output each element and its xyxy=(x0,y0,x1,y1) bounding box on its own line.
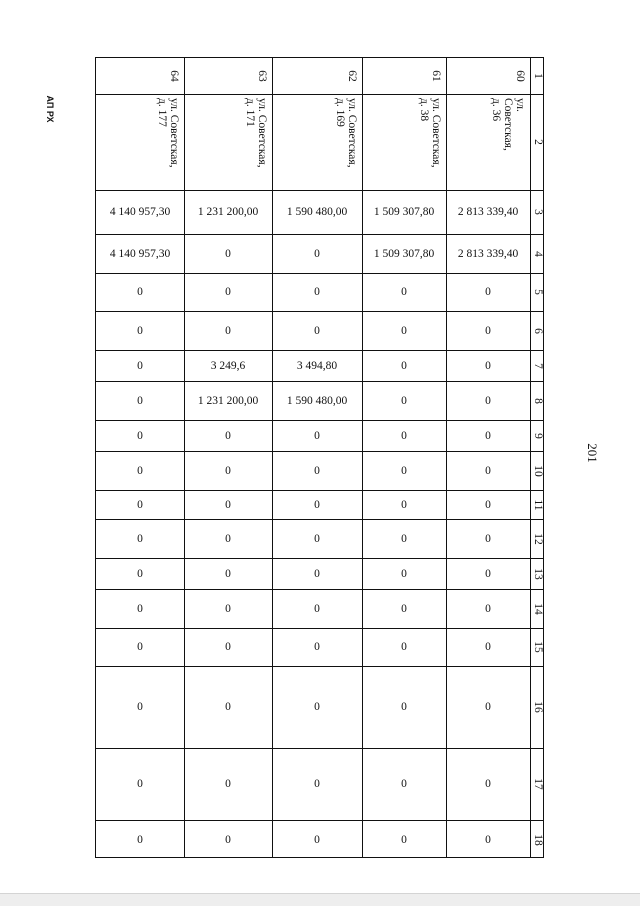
address-house: д. 171 xyxy=(244,98,256,127)
address-street: ул. Советская, xyxy=(256,98,268,168)
page-number: 201 xyxy=(585,443,600,463)
value-cell: 0 xyxy=(401,498,407,511)
value-cell: 0 xyxy=(137,286,143,298)
value-cell: 0 xyxy=(485,464,491,477)
value-cell: 0 xyxy=(314,464,320,477)
row-number: 60 xyxy=(514,70,526,82)
value-cell: 0 xyxy=(401,464,407,477)
value-cell: 3 494,80 xyxy=(296,359,338,372)
value-cell: 0 xyxy=(485,641,491,653)
value-cell: 0 xyxy=(137,567,143,580)
address-house: д. 38 xyxy=(418,98,430,122)
value-cell: 0 xyxy=(314,286,320,298)
value-cell: 1 509 307,80 xyxy=(373,247,435,260)
value-cell: 0 xyxy=(225,286,231,298)
value-cell: 0 xyxy=(137,498,143,511)
value-cell: 0 xyxy=(314,833,320,846)
column-number: 11 xyxy=(531,498,544,511)
value-cell: 0 xyxy=(225,247,231,260)
value-cell: 0 xyxy=(225,641,231,653)
value-cell: 0 xyxy=(137,701,143,713)
address-cell xyxy=(334,98,358,168)
value-cell: 4 140 957,30 xyxy=(109,206,171,218)
row-number: 62 xyxy=(346,70,358,82)
value-cell: 0 xyxy=(137,464,143,477)
value-cell: 0 xyxy=(401,778,407,790)
address-cell xyxy=(156,98,180,168)
column-number: 2 xyxy=(531,139,544,145)
column-number: 1 xyxy=(531,73,544,79)
value-cell: 2 813 339,40 xyxy=(457,247,519,260)
column-number: 13 xyxy=(531,567,544,580)
address-street: ул. Советская, xyxy=(430,98,442,168)
value-cell: 0 xyxy=(401,641,407,653)
value-cell: 0 xyxy=(225,324,231,337)
address-street: ул. Советская, xyxy=(168,98,180,168)
column-number: 14 xyxy=(531,602,544,615)
value-cell: 0 xyxy=(485,778,491,790)
value-cell: 0 xyxy=(485,324,491,337)
value-cell: 0 xyxy=(137,532,143,545)
value-cell: 0 xyxy=(401,429,407,442)
value-cell: 1 590 480,00 xyxy=(286,394,348,407)
value-cell: 0 xyxy=(314,498,320,511)
value-cell: 0 xyxy=(314,247,320,260)
page-footer-band xyxy=(0,893,640,906)
value-cell: 0 xyxy=(485,429,491,442)
value-cell: 1 590 480,00 xyxy=(286,206,348,218)
column-number: 7 xyxy=(531,362,544,369)
column-number: 3 xyxy=(531,209,544,215)
value-cell: 0 xyxy=(137,641,143,653)
value-cell: 0 xyxy=(225,498,231,511)
value-cell: 0 xyxy=(314,324,320,337)
value-cell: 0 xyxy=(401,359,407,372)
value-cell: 0 xyxy=(225,833,231,846)
row-number: 61 xyxy=(430,70,442,82)
value-cell: 0 xyxy=(485,532,491,545)
address-house: д. 177 xyxy=(156,98,168,127)
column-number: 5 xyxy=(531,289,544,295)
value-cell: 0 xyxy=(401,567,407,580)
value-cell: 0 xyxy=(137,359,143,372)
value-cell: 0 xyxy=(401,602,407,615)
value-cell: 0 xyxy=(401,701,407,713)
address-street: ул. Советская, xyxy=(346,98,358,168)
column-number: 18 xyxy=(531,833,544,846)
value-cell: 0 xyxy=(485,286,491,298)
column-number: 17 xyxy=(531,778,544,790)
horizontal-rule xyxy=(96,94,543,95)
column-number: 15 xyxy=(531,641,544,653)
address-cell xyxy=(418,98,442,168)
value-cell: 1 231 200,00 xyxy=(197,206,259,218)
value-cell: 0 xyxy=(137,324,143,337)
column-number: 8 xyxy=(531,397,544,404)
value-cell: 0 xyxy=(225,532,231,545)
value-cell: 0 xyxy=(137,833,143,846)
value-cell: 0 xyxy=(314,602,320,615)
value-cell: 0 xyxy=(137,394,143,407)
value-cell: 0 xyxy=(485,602,491,615)
value-cell: 1 509 307,80 xyxy=(373,206,435,218)
value-cell: 0 xyxy=(137,778,143,790)
address-cell xyxy=(244,98,268,168)
value-cell: 0 xyxy=(137,602,143,615)
value-cell: 0 xyxy=(401,286,407,298)
value-cell: 0 xyxy=(225,567,231,580)
value-cell: 2 813 339,40 xyxy=(457,206,519,218)
address-house: д. 36 xyxy=(490,98,502,122)
address-cell xyxy=(490,98,526,151)
value-cell: 0 xyxy=(485,701,491,713)
value-cell: 3 249,6 xyxy=(210,359,246,372)
value-cell: 1 231 200,00 xyxy=(197,394,259,407)
value-cell: 0 xyxy=(401,532,407,545)
value-cell: 0 xyxy=(225,701,231,713)
value-cell: 0 xyxy=(314,778,320,790)
column-number: 12 xyxy=(531,532,544,545)
value-cell: 4 140 957,30 xyxy=(109,247,171,260)
value-cell: 0 xyxy=(137,429,143,442)
value-cell: 0 xyxy=(225,778,231,790)
column-number: 6 xyxy=(531,327,544,334)
value-cell: 0 xyxy=(225,602,231,615)
column-number: 16 xyxy=(531,701,544,713)
data-table xyxy=(95,57,544,858)
value-cell: 0 xyxy=(485,359,491,372)
value-cell: 0 xyxy=(401,833,407,846)
value-cell: 0 xyxy=(401,324,407,337)
column-number: 4 xyxy=(531,250,544,257)
address-house: д. 169 xyxy=(334,98,346,127)
row-number: 64 xyxy=(168,70,180,82)
value-cell: 0 xyxy=(485,833,491,846)
value-cell: 0 xyxy=(314,567,320,580)
value-cell: 0 xyxy=(485,394,491,407)
address-street: ул. Советская, xyxy=(502,98,526,151)
value-cell: 0 xyxy=(225,464,231,477)
archive-mark: АП РХ xyxy=(45,95,55,123)
value-cell: 0 xyxy=(485,498,491,511)
value-cell: 0 xyxy=(485,567,491,580)
value-cell: 0 xyxy=(314,429,320,442)
value-cell: 0 xyxy=(314,701,320,713)
value-cell: 0 xyxy=(314,532,320,545)
column-number: 9 xyxy=(531,432,544,439)
vertical-rule xyxy=(530,58,531,857)
value-cell: 0 xyxy=(401,394,407,407)
value-cell: 0 xyxy=(225,429,231,442)
column-number: 10 xyxy=(531,464,544,477)
row-number: 63 xyxy=(256,70,268,82)
value-cell: 0 xyxy=(314,641,320,653)
